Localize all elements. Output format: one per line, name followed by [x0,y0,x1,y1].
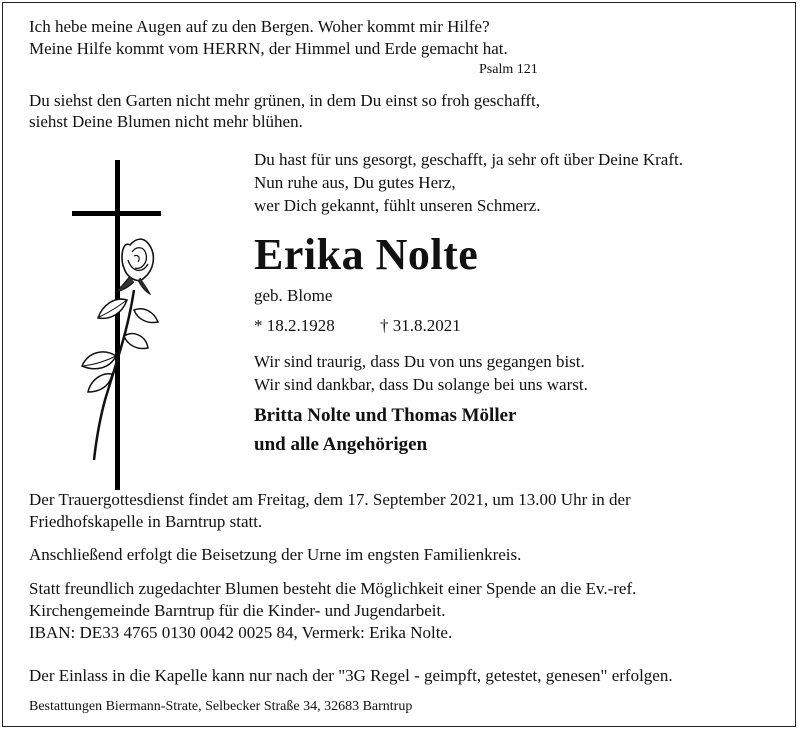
farewell-line-1: Wir sind traurig, dass Du von uns gegangen bist. [254,352,585,371]
service-line-1: Der Trauergottesdienst findet am Freitag, dem 17. September 2021, um 13.00 Uhr in der [29,490,631,509]
birth-name: geb. Blome [254,286,333,305]
covid-notice: Der Einlass in die Kapelle kann nur nach der "3G Regel - geimpft, getestet, genesen" erfolgen. [29,666,673,685]
psalm-line-2: Meine Hilfe kommt vom HERRN, der Himmel und Erde gemacht hat. [29,39,508,58]
burial-text: Anschließend erfolgt die Beisetzung der Urne im engsten Familienkreis. [29,545,522,564]
poem-line-3: wer Dich gekannt, fühlt unseren Schmerz. [254,196,541,215]
cross-with-rose [72,160,172,490]
poem-line-2: Nun ruhe aus, Du gutes Herz, [254,173,456,192]
death-date: † 31.8.2021 [380,316,461,335]
mourners-line-1: Britta Nolte und Thomas Möller [254,405,517,426]
psalm-line-1: Ich hebe meine Augen auf zu den Bergen. Woher kommt mir Hilfe? [29,17,490,36]
donation-line-2: Kirchengemeinde Barntrup für die Kinder- und Jugendarbeit. [29,601,446,620]
farewell-line-2: Wir sind dankbar, dass Du solange bei uns warst. [254,375,588,394]
garden-line-1: Du siehst den Garten nicht mehr grünen, in dem Du einst so froh geschafft, [29,91,540,110]
poem-line-1: Du hast für uns gesorgt, geschafft, ja sehr oft über Deine Kraft. [254,150,683,169]
deceased-name: Erika Nolte [254,230,479,279]
psalm-reference: Psalm 121 [479,62,538,77]
service-line-2: Friedhofskapelle in Barntrup statt. [29,512,263,531]
garden-line-2: siehst Deine Blumen nicht mehr blühen. [29,112,303,131]
donation-iban: IBAN: DE33 4765 0130 0042 0025 84, Vermerk: Erika Nolte. [29,623,453,642]
cross-icon [72,160,172,490]
donation-line-1: Statt freundlich zugedachter Blumen besteht die Möglichkeit einer Spende an die Ev.-ref. [29,579,637,598]
mourners-line-2: und alle Angehörigen [254,434,428,455]
funeral-home: Bestattungen Biermann-Strate, Selbecker Straße 34, 32683 Barntrup [29,699,413,714]
birth-date: * 18.2.1928 [254,316,335,335]
